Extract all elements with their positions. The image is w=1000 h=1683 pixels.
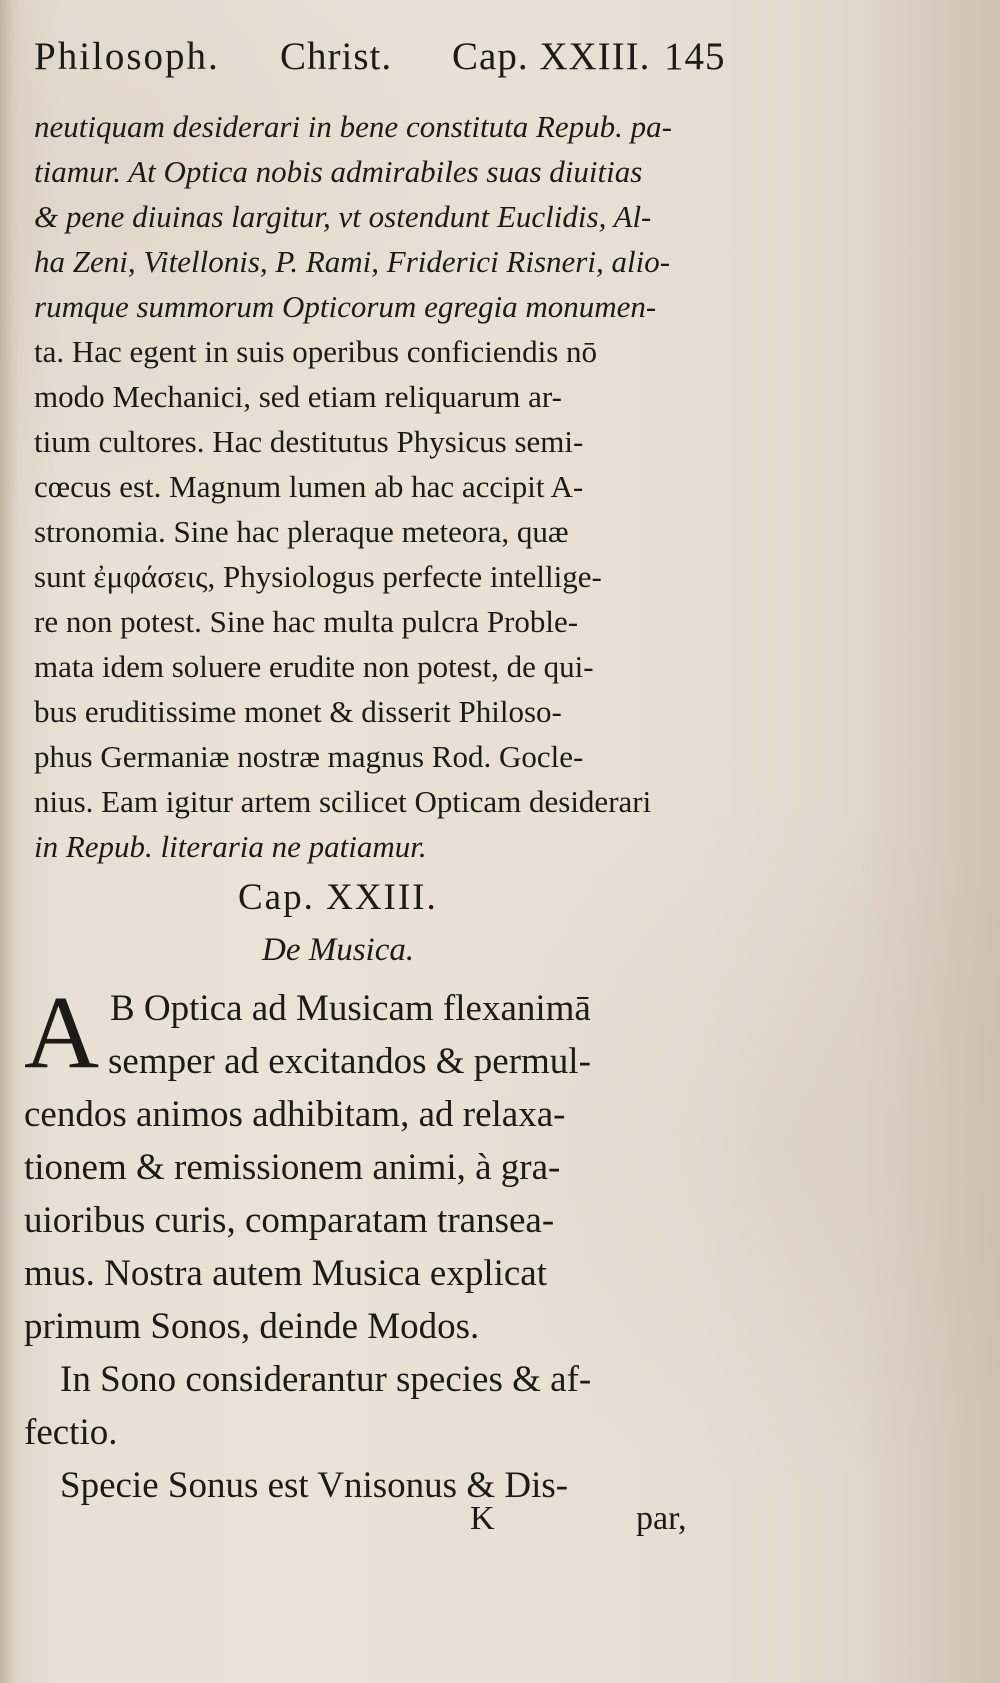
initial-letter: A: [24, 975, 100, 1090]
header-middle: Christ.: [280, 35, 393, 78]
body-line: semper ad excitandos & permul-: [108, 1041, 591, 1082]
running-header: [34, 34, 734, 84]
chapter-title: Cap. XXIII.: [238, 877, 438, 918]
text-line: nius. Eam igitur artem scilicet Opticam desiderari: [34, 784, 652, 819]
text-line: sunt ἐμφάσεις, Physiologus perfecte intellige-: [34, 559, 602, 594]
text-line: in Repub. literaria ne patiamur.: [34, 829, 427, 864]
text-line: modo Mechanici, sed etiam reliquarum ar-: [34, 379, 562, 414]
text-line: stronomia. Sine hac pleraque meteora, quæ: [34, 514, 569, 549]
body-line: Specie Sonus est Vnisonus & Dis-: [60, 1465, 569, 1506]
signature-mark: K: [470, 1500, 495, 1537]
text-line: bus eruditissime monet & disserit Philoso-: [34, 694, 562, 729]
chapter-subtitle: De Musica.: [262, 932, 415, 968]
text-line: cœcus est. Magnum lumen ab hac accipit A-: [34, 469, 584, 504]
text-line: tium cultores. Hac destitutus Physicus semi-: [34, 424, 584, 459]
catchword: par,: [636, 1500, 687, 1537]
text-line: phus Germaniæ nostræ magnus Rod. Gocle-: [34, 739, 584, 774]
header-chapter: Cap. XXIII.: [452, 35, 651, 78]
body-line: B Optica ad Musicam flexanimā: [110, 988, 591, 1029]
header-left: Philosoph.: [34, 35, 220, 78]
text-line: re non potest. Sine hac multa pulcra Proble-: [34, 604, 579, 639]
text-line: tiamur. At Optica nobis admirabiles suas diuitias: [34, 154, 643, 189]
text-line: ha Zeni, Vitellonis, P. Rami, Friderici Risneri, alio-: [34, 244, 671, 279]
body-line: tionem & remissionem animi, à gra-: [24, 1147, 561, 1188]
body-line: fectio.: [24, 1412, 118, 1453]
body-line: In Sono considerantur species & af-: [60, 1359, 592, 1400]
text-line: mata idem soluere erudite non potest, de qui-: [34, 649, 594, 684]
text-line: rumque summorum Opticorum egregia monumen-: [34, 289, 657, 324]
text-line: neutiquam desiderari in bene constituta Repub. pa-: [34, 109, 672, 144]
body-line: primum Sonos, deinde Modos.: [24, 1306, 480, 1347]
text-line: ta. Hac egent in suis operibus conficiendis nō: [34, 334, 598, 369]
body-line: mus. Nostra autem Musica explicat: [24, 1253, 548, 1294]
page-number: 145: [664, 35, 726, 78]
body-line: uioribus curis, comparatam transea-: [24, 1200, 555, 1241]
body-line: cendos animos adhibitam, ad relaxa-: [24, 1094, 566, 1135]
text-line: & pene diuinas largitur, vt ostendunt Euclidis, Al-: [34, 199, 652, 234]
